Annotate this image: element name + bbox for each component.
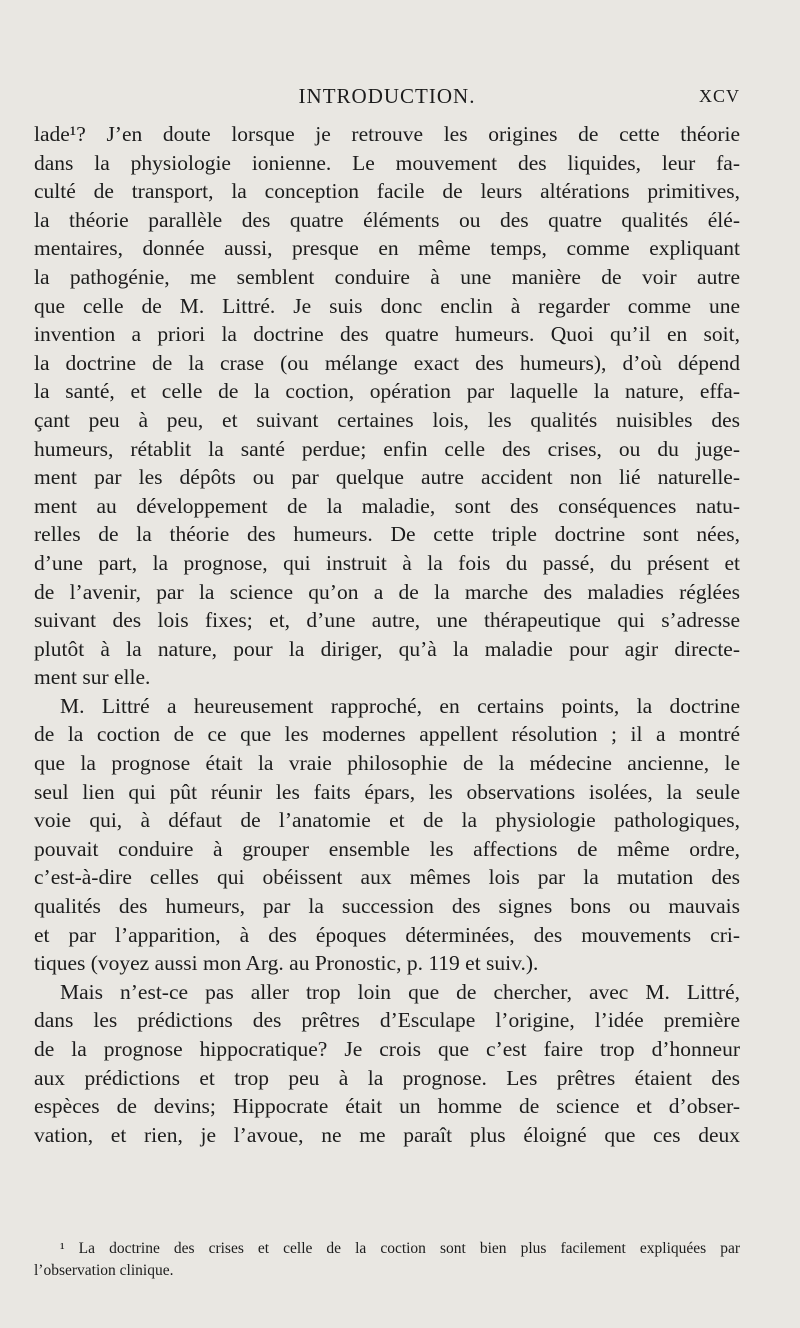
- text-line: mentaires, donnée aussi, presque en même temps, comme expliquant: [34, 236, 740, 261]
- text-line: relles de la théorie des humeurs. De cette triple doctrine sont nées,: [34, 522, 740, 547]
- footnote-line: ¹ La doctrine des crises et celle de la coction sont bien plus facilement expliquées par: [60, 1240, 740, 1257]
- text-line: qualités des humeurs, par la succession des signes bons ou mauvais: [34, 894, 740, 919]
- text-line: c’est-à-dire celles qui obéissent aux mêmes lois par la mutation des: [34, 865, 740, 890]
- footnote-line: l’observation clinique.: [34, 1262, 174, 1279]
- footnote: [34, 1238, 740, 1282]
- text-line: la doctrine de la crase (ou mélange exact des humeurs), d’où dépend: [34, 350, 740, 375]
- running-header: [34, 84, 740, 112]
- text-line: que la prognose était la vraie philosophie de la médecine ancienne, le: [34, 751, 740, 776]
- text-line: dans les prédictions des prêtres d’Esculape l’origine, l’idée première: [34, 1008, 740, 1033]
- text-line: ment au développement de la maladie, sont des conséquences natu-: [34, 493, 740, 518]
- page-number: XCV: [698, 86, 740, 106]
- text-line: dans la physiologie ionienne. Le mouvement des liquides, leur fa-: [34, 150, 740, 175]
- text-line: d’une part, la prognose, qui instruit à la fois du passé, du présent et: [34, 550, 740, 575]
- text-line: çant peu à peu, et suivant certaines lois, les qualités nuisibles des: [34, 407, 740, 432]
- text-line: pouvait conduire à grouper ensemble les affections de même ordre,: [34, 836, 740, 861]
- text-line: culté de transport, la conception facile de leurs altérations primitives,: [34, 179, 740, 204]
- text-line: ment sur elle.: [34, 665, 151, 690]
- text-line: de la prognose hippocratique? Je crois que c’est faire trop d’honneur: [34, 1037, 740, 1061]
- text-line: de la coction de ce que les modernes appellent résolution ; il a montré: [34, 722, 740, 747]
- text-line: lade¹? J’en doute lorsque je retrouve les origines de cette théorie: [34, 122, 740, 146]
- text-line: et par l’apparition, à des époques déterminées, des mouvements cri-: [34, 922, 740, 947]
- text-line: seul lien qui pût réunir les faits épars, les observations isolées, la seule: [34, 779, 740, 804]
- text-line: invention a priori la doctrine des quatre humeurs. Quoi qu’il en soit,: [34, 322, 740, 347]
- header-title: INTRODUCTION.: [298, 84, 476, 108]
- text-line: de l’avenir, par la science qu’on a de la marche des maladies réglées: [34, 579, 740, 604]
- text-line: espèces de devins; Hippocrate était un homme de science et d’obser-: [34, 1094, 740, 1119]
- text-line: ment par les dépôts ou par quelque autre accident non lié naturelle-: [34, 465, 740, 490]
- text-line: aux prédictions et trop peu à la prognose. Les prêtres étaient des: [34, 1065, 740, 1090]
- text-line: vation, et rien, je l’avoue, ne me paraît plus éloigné que ces deux: [34, 1122, 740, 1147]
- text-line: M. Littré a heureusement rapproché, en certains points, la doctrine: [60, 693, 740, 718]
- text-line: Mais n’est-ce pas aller trop loin que de chercher, avec M. Littré,: [60, 979, 740, 1004]
- text-line: la théorie parallèle des quatre éléments ou des quatre qualités élé-: [34, 207, 740, 232]
- text-line: la pathogénie, me semblent conduire à une manière de voir autre: [34, 264, 740, 289]
- text-line: plutôt à la nature, pour la diriger, qu’à la maladie pour agir directe-: [34, 636, 740, 661]
- text-line: la santé, et celle de la coction, opération par laquelle la nature, effa-: [34, 379, 740, 404]
- text-line: voie qui, à défaut de l’anatomie et de la physiologie pathologiques,: [34, 808, 740, 833]
- body-text: [34, 120, 740, 1149]
- text-line: que celle de M. Littré. Je suis donc enclin à regarder comme une: [34, 293, 740, 318]
- text-line: suivant des lois fixes; et, d’une autre, une thérapeutique qui s’adresse: [34, 608, 740, 633]
- text-line: humeurs, rétablit la santé perdue; enfin celle des crises, ou du juge-: [34, 436, 740, 461]
- text-line: tiques (voyez aussi mon Arg. au Pronostic, p. 119 et suiv.).: [34, 951, 539, 976]
